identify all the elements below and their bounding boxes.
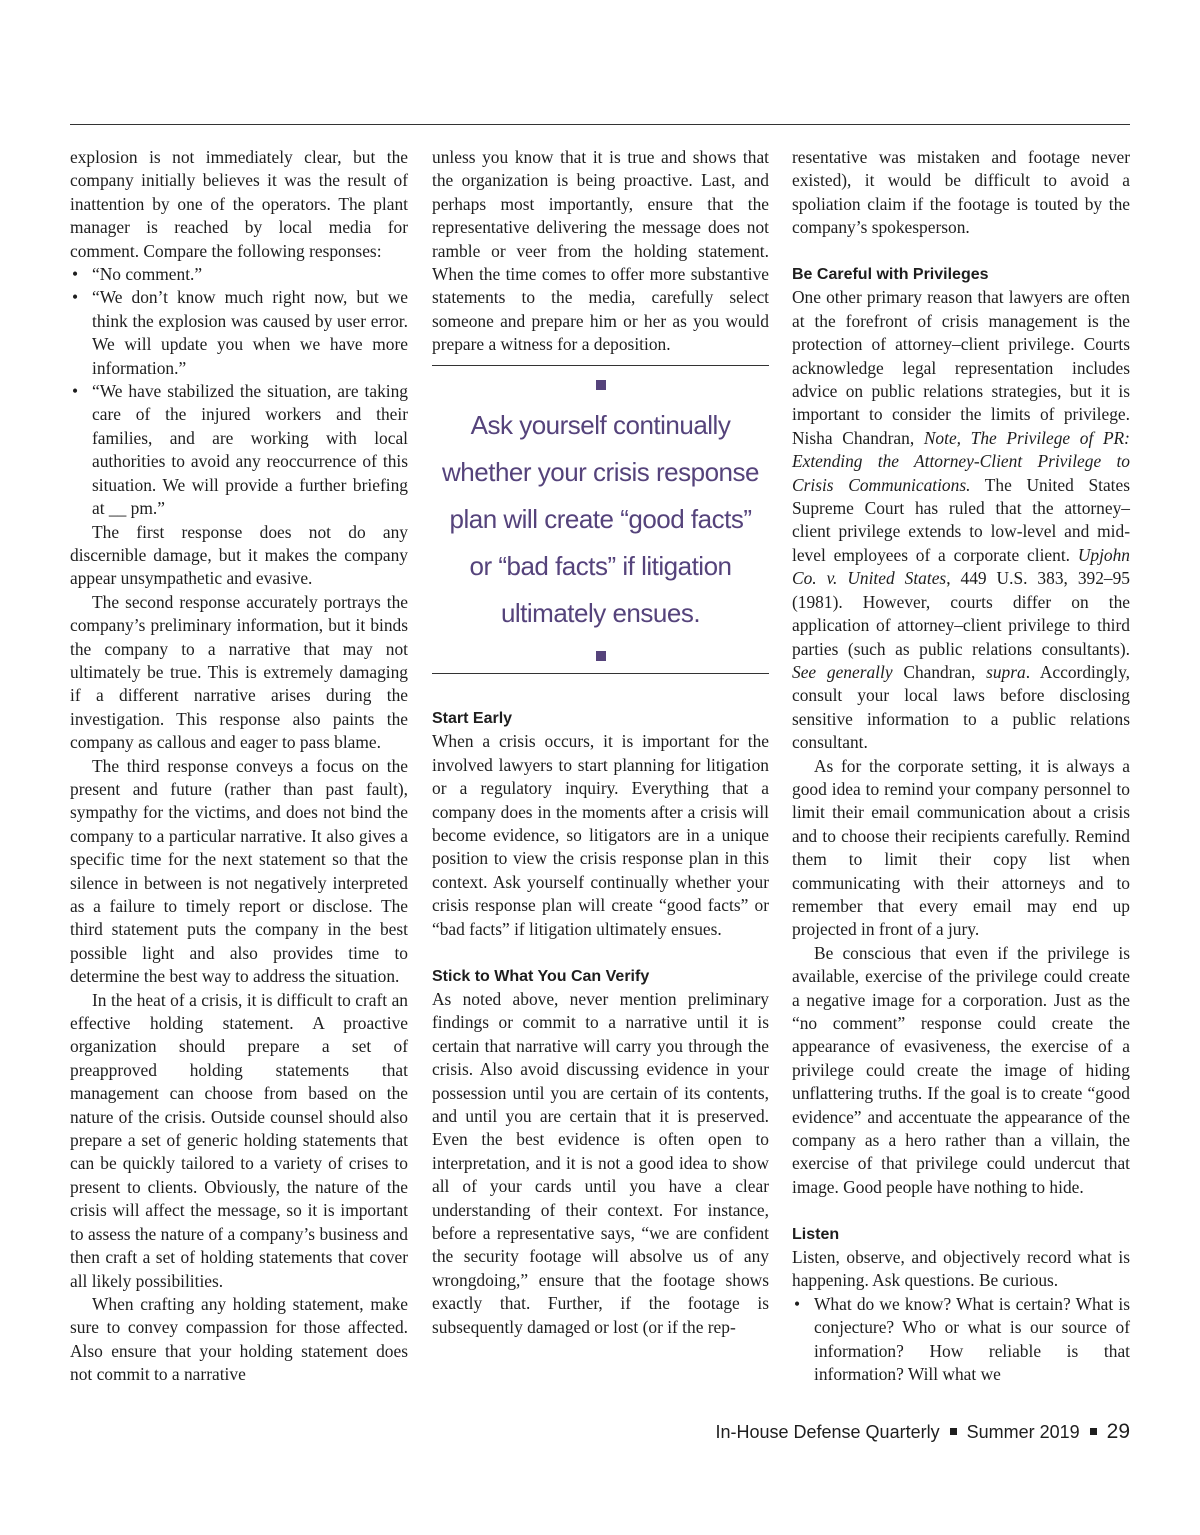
response-list [70, 263, 408, 520]
paragraph: Listen, observe, and objectively record what is happening. Ask questions. Be curious. [792, 1247, 1130, 1291]
paragraph: The second response accurately portrays the company’s preliminary information, but it binds the company to a narrative that may not ultimately be true. This is extremely damaging if a different narrative arises during the investigation. This response also paints the company as callous and eager to pass blame. [70, 591, 408, 753]
square-separator-icon [950, 1428, 957, 1435]
citation: Upjohn Co. v. United States [792, 544, 1130, 589]
square-bullet-icon [596, 380, 606, 390]
paragraph: When crafting any holding statement, make sure to convey compassion for those affected. Also ensure that your holding statement does not commit to a narrative [70, 1293, 408, 1385]
page-number: 29 [1106, 1420, 1130, 1443]
paragraph: When a crisis occurs, it is important for the involved lawyers to start planning for litigation or a regulatory inquiry. Everything that a company does in the moments after a crisis will become evidence, so litigators are in a unique position to view the crisis response plan in this context. Ask yourself continually whether your crisis response plan will create “good facts” or “bad facts” if litigation ultimately ensues. [432, 731, 769, 939]
publication-name: In-House Defense Quarterly [715, 1422, 940, 1442]
section-heading: Be Careful with Privileges [792, 266, 989, 284]
section-heading: Listen [792, 1225, 840, 1243]
paragraph: explosion is not immediately clear, but the company initially believes it was the result of inattention by one of the operators. The plant manager is reached by local media for comment. Compare the following responses: [70, 147, 408, 261]
paragraph: In the heat of a crisis, it is difficult to craft an effective holding statement. A proactive organization should prepare a set of preapproved holding statements that management can choose from based on the nature of the crisis. Outside counsel should also prepare a set of generic holding statements that can be quickly tailored to a variety of crises to present to clients. Obviously, the nature of the crisis will affect the message, so it is important to assess the nature of a company’s business and then craft a set of holding statements that cover all likely possibilities. [70, 989, 408, 1291]
page-footer [715, 1420, 1130, 1444]
column-1 [70, 146, 408, 1387]
question-list [792, 1293, 1130, 1387]
list-item: • “No comment.” [70, 263, 408, 286]
square-bullet-icon [596, 651, 606, 661]
paragraph: As noted above, never mention preliminary findings or commit to a narrative until it is certain that narrative will carry you through the crisis. Also avoid discussing evidence in your possession until you are certain of its contents, and until you are certain that it is preserved. Even the best evidence is often open to interpretation, and it is not a good idea to show all of your cards until you have a clear understanding of their context. For instance, before a representative says, “we are confident the security footage will absolve us of any wrongdoing,” ensure that the footage shows exactly that. Further, if the footage is subsequently damaged or lost (or if the rep- [432, 988, 769, 1337]
section-heading: Start Early [432, 710, 513, 728]
citation: Note, The Privilege of PR: Extending the Attorney-Client Privilege to Crisis Communications. [792, 427, 1130, 495]
paragraph: The third response conveys a focus on the present and future (rather than past fault), sympathy for the victims, and does not bind the company to a particular narrative. It also gives a specific time for the next statement so that the silence in between is not negatively interpreted as a failure to timely report or disclose. The third statement puts the company in the best possible light and also provides time to determine the best way to address the situation. [70, 755, 408, 987]
paragraph: unless you know that it is true and shows that the organization is being proactive. Last, and perhaps most importantly, ensure that the representative delivering the message does not ramble or veer from the holding statement. When the time comes to offer more substantive statements to the media, carefully select someone and prepare him or her as you would prepare a witness for a deposition. [432, 147, 769, 355]
pull-quote [432, 365, 769, 674]
paragraph: One other primary reason that lawyers are often at the forefront of crisis management is the protection of attorney–client privilege. Courts acknowledge legal representation includes advice on public relations strategies, but it is important to consider the limits of privilege. Nisha Chandran, Note, The Privilege of PR: Extending the Attorney-Client Privilege to Crisis Communications. The United States Supreme Court has ruled that the attorney–client privilege extends to low-level and mid-level employees of a corporate client. Upjohn Co. v. United States, 449 U.S. 383, 392–95 (1981). However, courts differ on the application of attorney–client privilege to third parties (such as public relations consultants). See generally Chandran, supra. Accordingly, consult your local laws before disclosing sensitive information to a public relations consultant. [792, 287, 1130, 753]
paragraph: As for the corporate setting, it is always a good idea to remind your company personnel to limit their email communication about a crisis and to choose their recipients carefully. Remind them to limit their copy list when communicating with their attorneys and to remember that every email may end up projected in front of a jury. [792, 755, 1130, 940]
paragraph: resentative was mistaken and footage never existed), it would be difficult to avoid a spoliation claim if the footage is touted by the company’s spokesperson. [792, 147, 1130, 238]
paragraph: Be conscious that even if the privilege is available, exercise of the privilege could create a negative image for a corporation. Just as the “no comment” response could create the appearance of evasiveness, the exercise of a privilege could create the image of hiding unflattering truths. If the goal is to create “good evidence” and accentuate the appearance of the company as a hero rather than a villain, the exercise of that privilege could undercut that image. Good people have nothing to hide. [792, 942, 1130, 1197]
square-separator-icon [1090, 1428, 1097, 1435]
citation: supra [986, 661, 1026, 682]
citation: See generally [792, 661, 893, 682]
section-heading: Stick to What You Can Verify [432, 967, 650, 985]
list-item: • “We have stabilized the situation, are taking care of the injured workers and their families, and are working with local authorities to avoid any reoccurrence of this situation. We will provide a further briefing at __ pm.” [70, 380, 408, 520]
column-2 [432, 146, 769, 1339]
paragraph: The first response does not do any discernible damage, but it makes the company appear unsympathetic and evasive. [70, 521, 408, 589]
list-item: • “We don’t know much right now, but we think the explosion was caused by user error. We will update you when we have more information.” [70, 286, 408, 380]
list-item: • What do we know? What is certain? What is conjecture? Who or what is our source of information? How reliable is that information? Will what we [792, 1293, 1130, 1387]
top-rule [70, 124, 1130, 125]
issue-date: Summer 2019 [966, 1422, 1080, 1442]
pull-quote-text: Ask yourself continually whether your crisis response plan will create “good facts” or “bad facts” if litigation ultimately ensues. [442, 409, 759, 628]
column-3 [792, 146, 1130, 1387]
